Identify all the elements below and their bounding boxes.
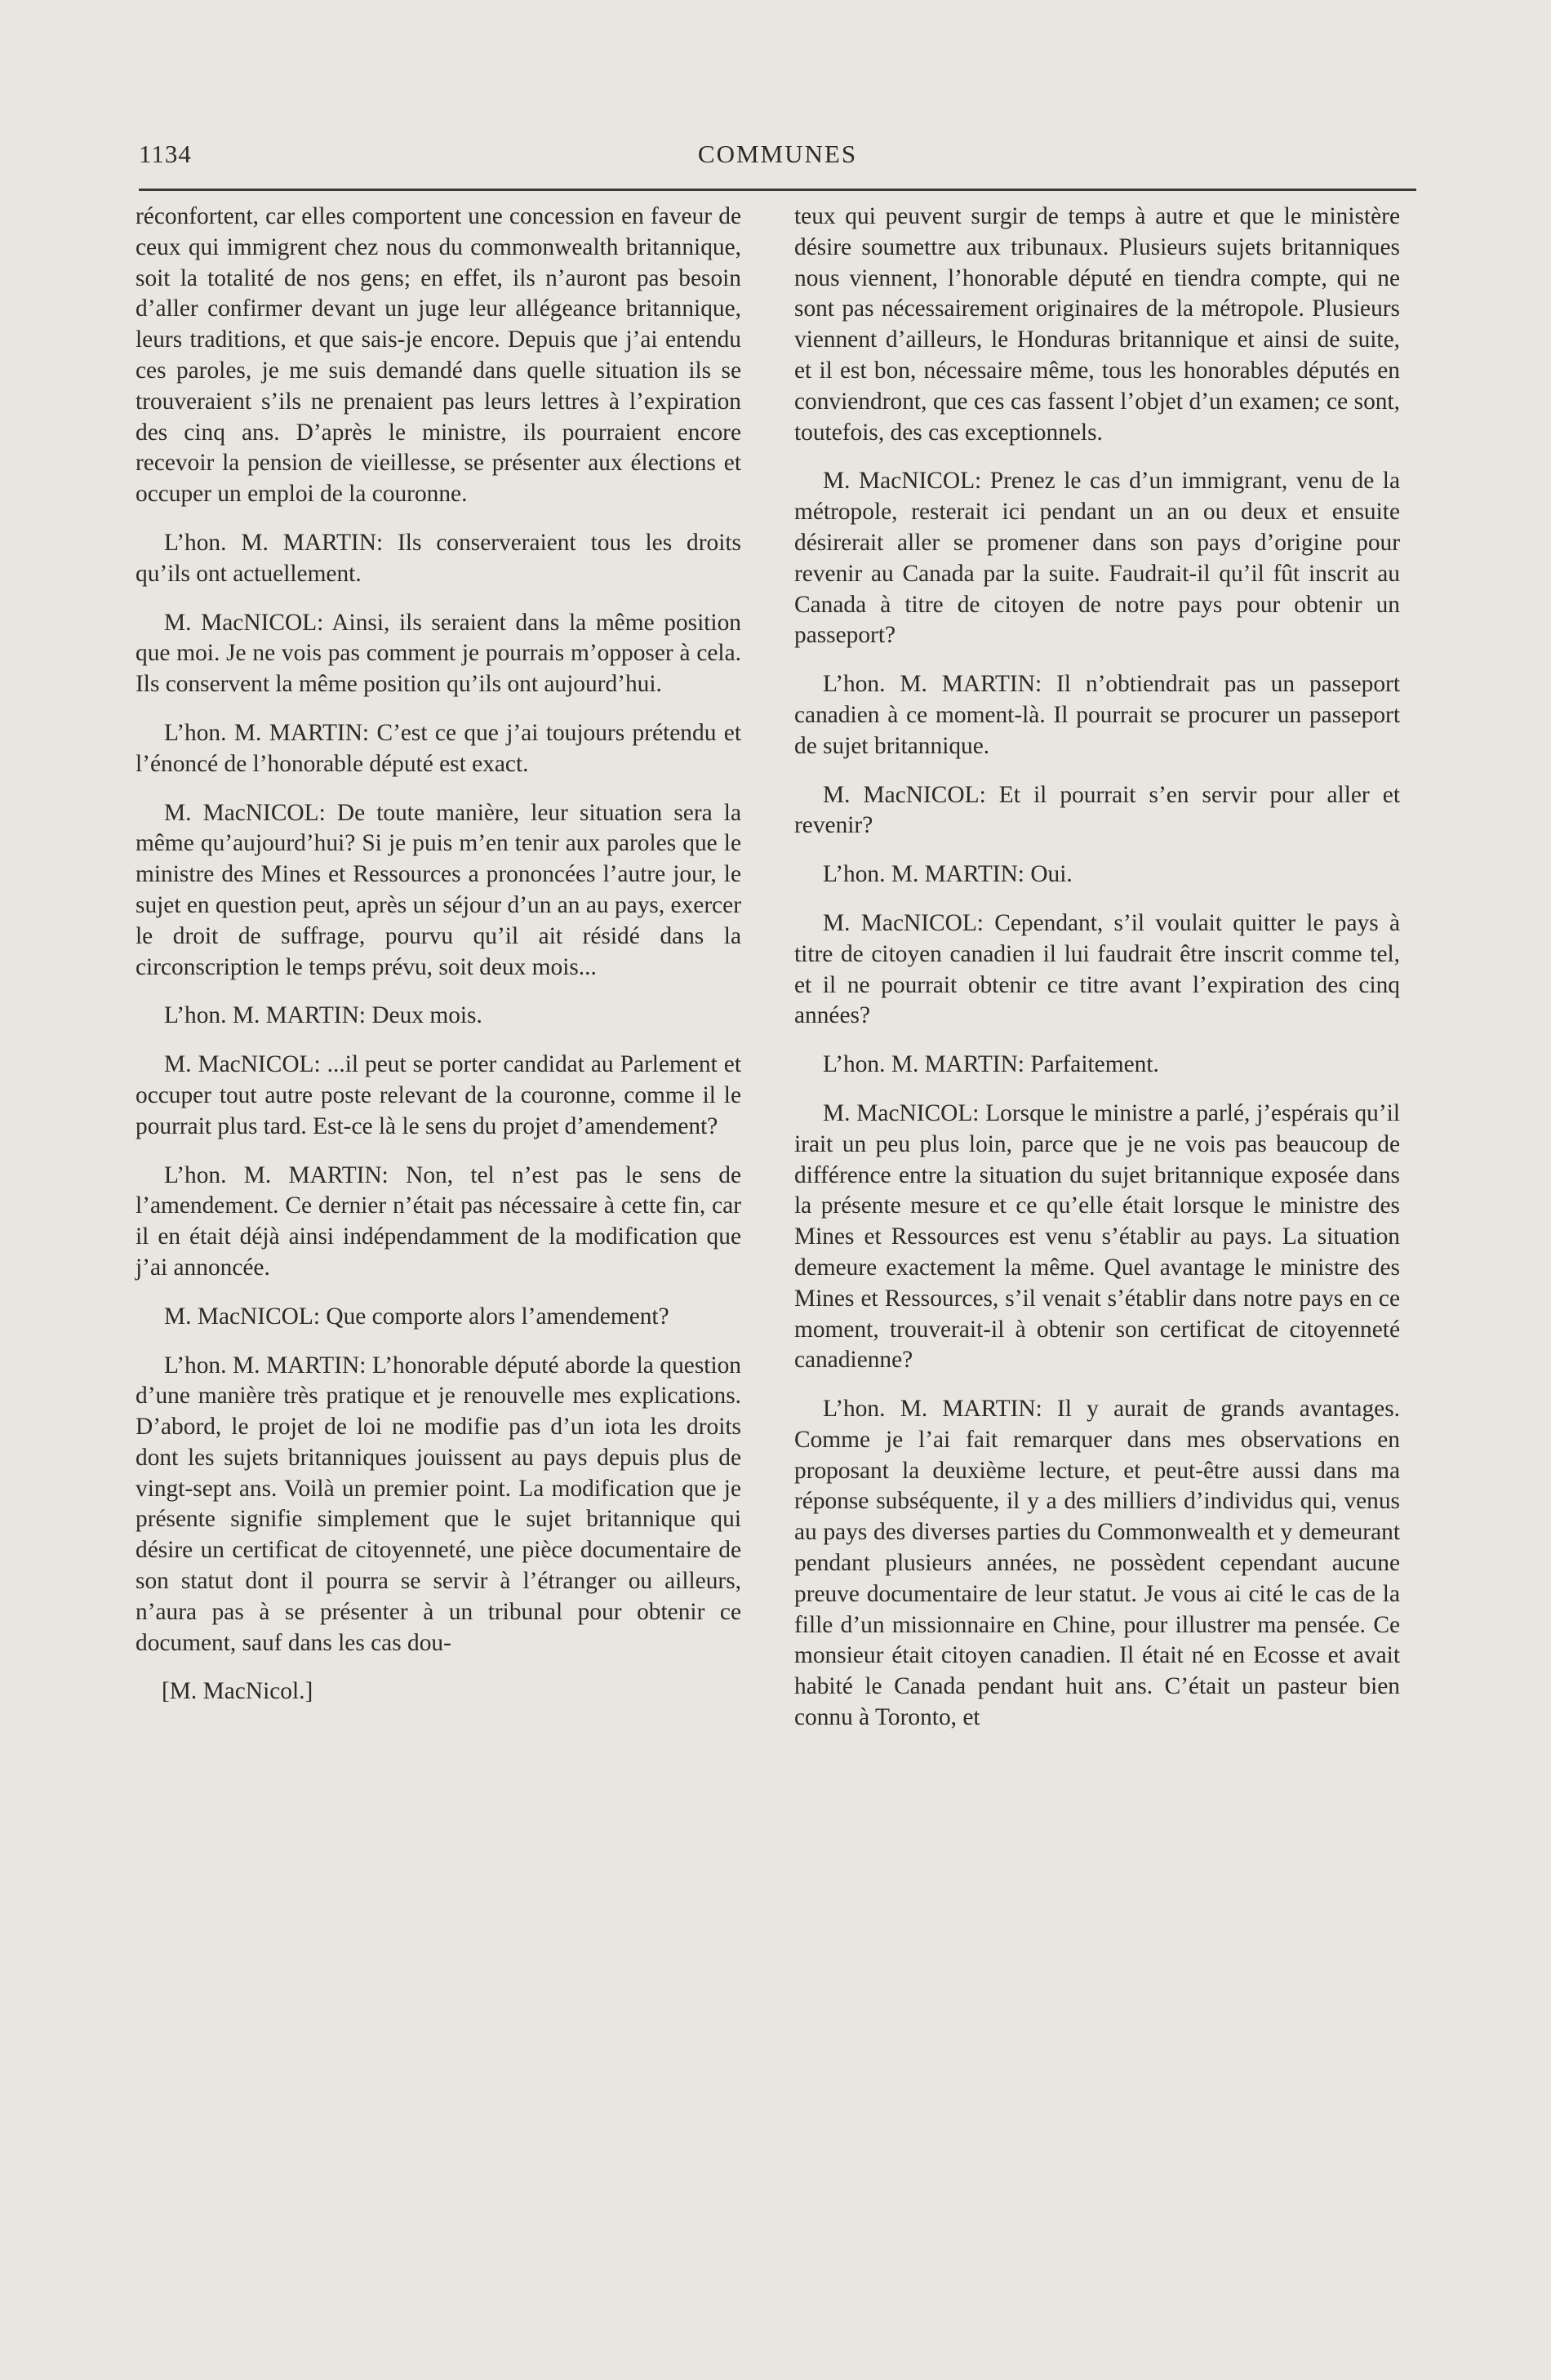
paragraph: M. MacNICOL: Prenez le cas d’un immigrant, venu de la métropole, resterait ici pendant un an ou deux et ensuite désirerait aller se promener dans son pays d’origine pour revenir au Canada par la suite. Faudrait-il qu’il fût inscrit au Canada à titre de citoyen de notre pays pour obtenir un passeport? xyxy=(794,468,1400,649)
paragraph: L’hon. M. MARTIN: Ils conserveraient tous les droits qu’ils ont actuellement. xyxy=(136,529,741,587)
paragraph: M. MacNICOL: Et il pourrait s’en servir pour aller et revenir? xyxy=(794,781,1400,839)
page-header xyxy=(139,135,1416,184)
paragraph: L’hon. M. MARTIN: Oui. xyxy=(823,861,1073,888)
speaker-note: [M. MacNicol.] xyxy=(162,1678,313,1705)
paragraph: L’hon. M. MARTIN: Parfaitement. xyxy=(823,1051,1159,1078)
paragraph: L’hon. M. MARTIN: C’est ce que j’ai toujours prétendu et l’énoncé de l’honorable député est exact. xyxy=(136,719,741,777)
paragraph: L’hon. M. MARTIN: L’honorable député aborde la question d’une manière très pratique et je renouvelle mes explications. D’abord, le projet de loi ne modifie pas d’un iota les droits dont les sujets britanniques jouissent au pays depuis plus de vingt-sept ans. Voilà un premier point. La modification que je présente signifie simplement que le sujet britannique qui désire un certificat de citoyenneté, une pièce documentaire de son statut dont il pourra se servir à l’étranger ou ailleurs, n’aura pas à se présenter à un tribunal pour obtenir ce document, sauf dans les cas dou- xyxy=(136,1352,741,1656)
paragraph: M. MacNICOL: ...il peut se porter candidat au Parlement et occuper tout autre poste relevant de la couronne, comme il le pourrait plus tard. Est-ce là le sens du projet d’amendement? xyxy=(136,1051,741,1139)
running-head: COMMUNES xyxy=(697,140,858,168)
paragraph: M. MacNICOL: De toute manière, leur situation sera la même qu’aujourd’hui? Si je puis m’en tenir aux paroles que le ministre des Mines et Ressources a prononcées l’autre jour, le sujet en question peut, après un séjour d’un an au pays, exercer le droit de suffrage, pourvu qu’il ait résidé dans la circonscription le temps prévu, soit deux mois... xyxy=(136,799,741,980)
paragraph: L’hon. M. MARTIN: Deux mois. xyxy=(164,1002,482,1029)
paragraph: réconfortent, car elles comportent une concession en faveur de ceux qui immigrent chez nous du commonwealth britannique, soit la totalité de nos gens; en effet, ils n’auront pas besoin d’aller confirmer devant un juge leur allégeance britannique, leurs traditions, et que sais-je encore. Depuis que j’ai entendu ces paroles, je me suis demandé dans quelle situation ils se trouveraient s’ils ne prenaient pas leurs lettres à l’expiration des cinq ans. D’après le ministre, ils pourraient encore recevoir la pension de vieillesse, se présenter aux élections et occuper un emploi de la couronne. xyxy=(136,203,741,508)
paragraph: L’hon. M. MARTIN: Il y aurait de grands avantages. Comme je l’ai fait remarquer dans mes observations en proposant la deuxième lecture, et peut-être aussi dans ma réponse subséquente, il y a des milliers d’individus qui, venus au pays des diverses parties du Commonwealth et y demeurant pendant plusieurs années, ne possèdent cependant aucune preuve documentaire de leur statut. Je vous ai cité le cas de la fille d’un missionnaire en Chine, pour illustrer ma pensée. Ce monsieur était citoyen canadien. Il était né en Ecosse et avait habité le Canada pendant huit ans. C’était un pasteur bien connu à Toronto, et xyxy=(794,1396,1400,1731)
paragraph: teux qui peuvent surgir de temps à autre et que le ministère désire soumettre aux tribunaux. Plusieurs sujets britanniques nous viennent, l’honorable député en tiendra compte, qui ne sont pas nécessairement originaires de la métropole. Plusieurs viennent d’ailleurs, le Honduras britannique et ainsi de suite, et il est bon, nécessaire même, tous les honorables députés en conviendront, que ces cas fassent l’objet d’un examen; ce sont, toutefois, des cas exceptionnels. xyxy=(794,203,1400,446)
page-number: 1134 xyxy=(139,140,192,168)
paragraph: L’hon. M. MARTIN: Il n’obtiendrait pas un passeport canadien à ce moment-là. Il pourrait se procurer un passeport de sujet britannique. xyxy=(794,671,1400,759)
paragraph: M. MacNICOL: Lorsque le ministre a parlé, j’espérais qu’il irait un peu plus loin, parce que je ne vois pas beaucoup de différence entre la situation du sujet britannique exposée dans la présente mesure et ce qu’elle était lorsque le ministre des Mines et Ressources est venu s’établir au pays. La situation demeure exactement la même. Quel avantage le ministre des Mines et Ressources, s’il venait s’établir dans notre pays en ce moment, trouverait-il à obtenir son certificat de citoyenneté canadienne? xyxy=(794,1099,1400,1374)
paragraph: L’hon. M. MARTIN: Non, tel n’est pas le sens de l’amendement. Ce dernier n’était pas nécessaire à cette fin, car il en était déjà ainsi indépendamment de la modification que j’ai annoncée. xyxy=(136,1161,741,1281)
paragraph: M. MacNICOL: Cependant, s’il voulait quitter le pays à titre de citoyen canadien il lui faudrait être inscrit comme tel, et il ne pourrait obtenir ce titre avant l’expiration des cinq années? xyxy=(794,909,1400,1029)
header-rule xyxy=(139,189,1416,191)
right-column xyxy=(794,202,1400,1752)
paragraph: M. MacNICOL: Que comporte alors l’amendement? xyxy=(164,1303,669,1330)
paragraph: M. MacNICOL: Ainsi, ils seraient dans la même position que moi. Je ne vois pas comment je pourrais m’opposer à cela. Ils conservent la même position qu’ils ont aujourd’hui. xyxy=(136,609,741,698)
left-column xyxy=(136,202,741,1725)
